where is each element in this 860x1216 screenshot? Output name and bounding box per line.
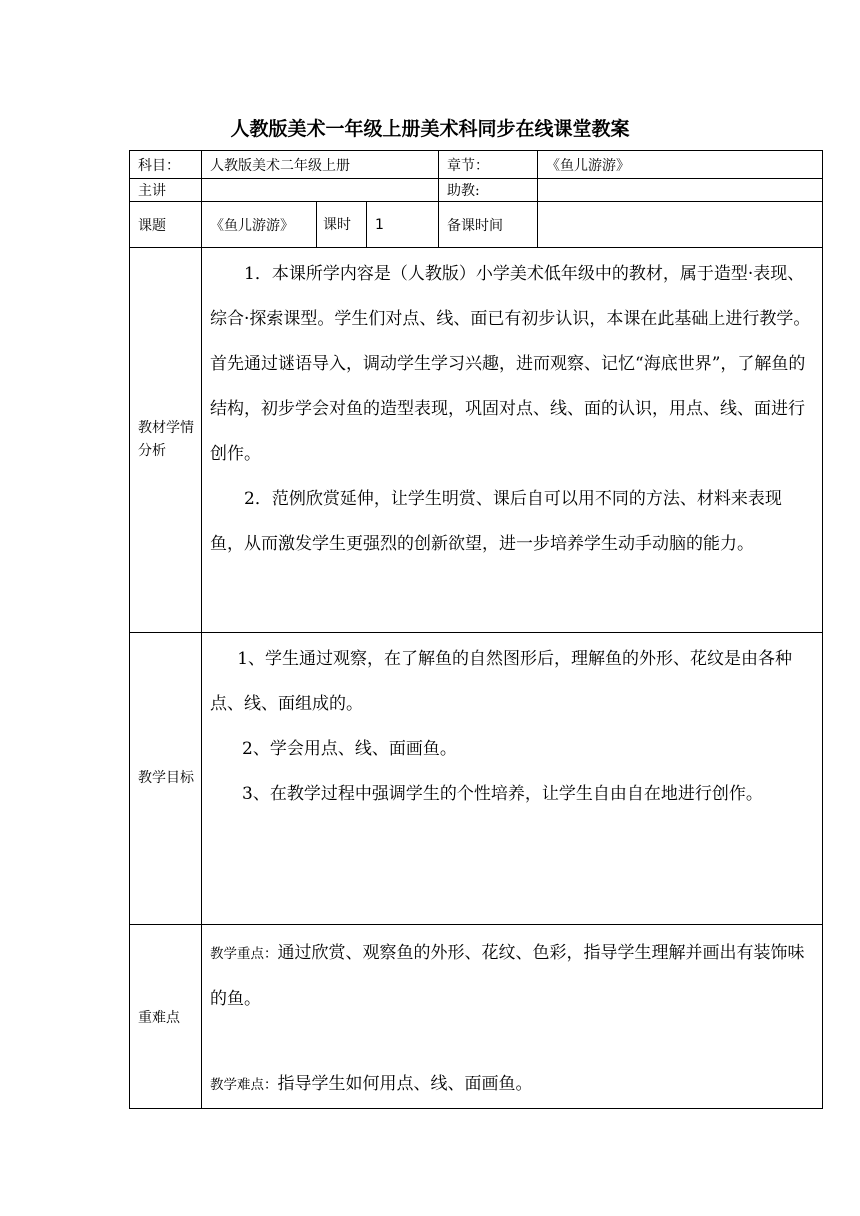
focus-label: 教学重点：: [210, 946, 278, 962]
row-topic: [130, 202, 823, 248]
objectives-content: [202, 633, 823, 925]
chapter-value: 《鱼儿游游》: [538, 151, 823, 179]
period-value: 1: [367, 202, 439, 248]
chapter-label: 章节：: [439, 151, 538, 179]
analysis-paragraph-1: 1．本课所学内容是（人教版）小学美术低年级中的教材，属于造型·表现、综合·探索课型。学生们对点、线、面已有初步认识，本课在此基础上进行教学。首先通过谜语导入，调动学生学习兴趣，进而观察、记忆“海底世界”，了解鱼的结构，初步学会对鱼的造型表现，巩固对点、线、面的认识，用点、线、面进行创作。: [210, 264, 811, 464]
lecturer-value: [202, 179, 439, 202]
assistant-value: [538, 179, 823, 202]
analysis-content: [202, 248, 823, 633]
document-title: 人教版美术一年级上册美术科同步在线课堂教案: [230, 118, 630, 140]
difficulty-label: 教学难点：: [210, 1077, 278, 1093]
objectives-label: 教学目标: [130, 633, 202, 925]
row-analysis: [130, 248, 823, 633]
objective-item-2: 2、学会用点、线、面画鱼。: [242, 739, 457, 759]
objective-item-3: [210, 772, 814, 817]
difficulty-text: 指导学生如何用点、线、面画鱼。: [277, 1074, 533, 1094]
assistant-label: 助教:: [439, 179, 538, 202]
period-label: 课时: [317, 202, 367, 248]
row-objectives: [130, 633, 823, 925]
row-key-points: [130, 925, 823, 1109]
objective-item-1: 1、学生通过观察，在了解鱼的自然图形后，理解鱼的外形、花纹是由各种点、线、面组成的。: [210, 649, 793, 714]
lecturer-label: 主讲: [130, 179, 202, 202]
row-lecturer: [130, 179, 823, 202]
topic-label: 课题: [130, 202, 202, 248]
prep-label: 备课时间: [439, 202, 538, 248]
difficulty-paragraph: [210, 1062, 814, 1108]
subject-value: 人教版美术二年级上册: [202, 151, 439, 179]
analysis-label: 教材学情分析: [130, 248, 202, 633]
objective-item-3-text: 3、在教学过程中强调学生的个性培养，让学生自由自在地进行创作。: [242, 784, 763, 804]
topic-value: 《鱼儿游游》: [202, 202, 317, 248]
subject-label: 科目：: [130, 151, 202, 179]
row-subject: [130, 151, 823, 179]
key-points-label: 重难点: [130, 925, 202, 1109]
focus-text: 通过欣赏、观察鱼的外形、花纹、色彩，指导学生理解并画出有装饰味的鱼。: [210, 943, 805, 1009]
key-points-content: [202, 925, 823, 1109]
prep-value: [538, 202, 823, 248]
focus-paragraph: [210, 931, 814, 1022]
lesson-plan-table: [129, 150, 823, 1109]
analysis-paragraph-2: 2．范例欣赏延伸，让学生明赏、课后自可以用不同的方法、材料来表现鱼，从而激发学生更强烈的创新欲望，进一步培养学生动手动脑的能力。: [210, 489, 782, 554]
